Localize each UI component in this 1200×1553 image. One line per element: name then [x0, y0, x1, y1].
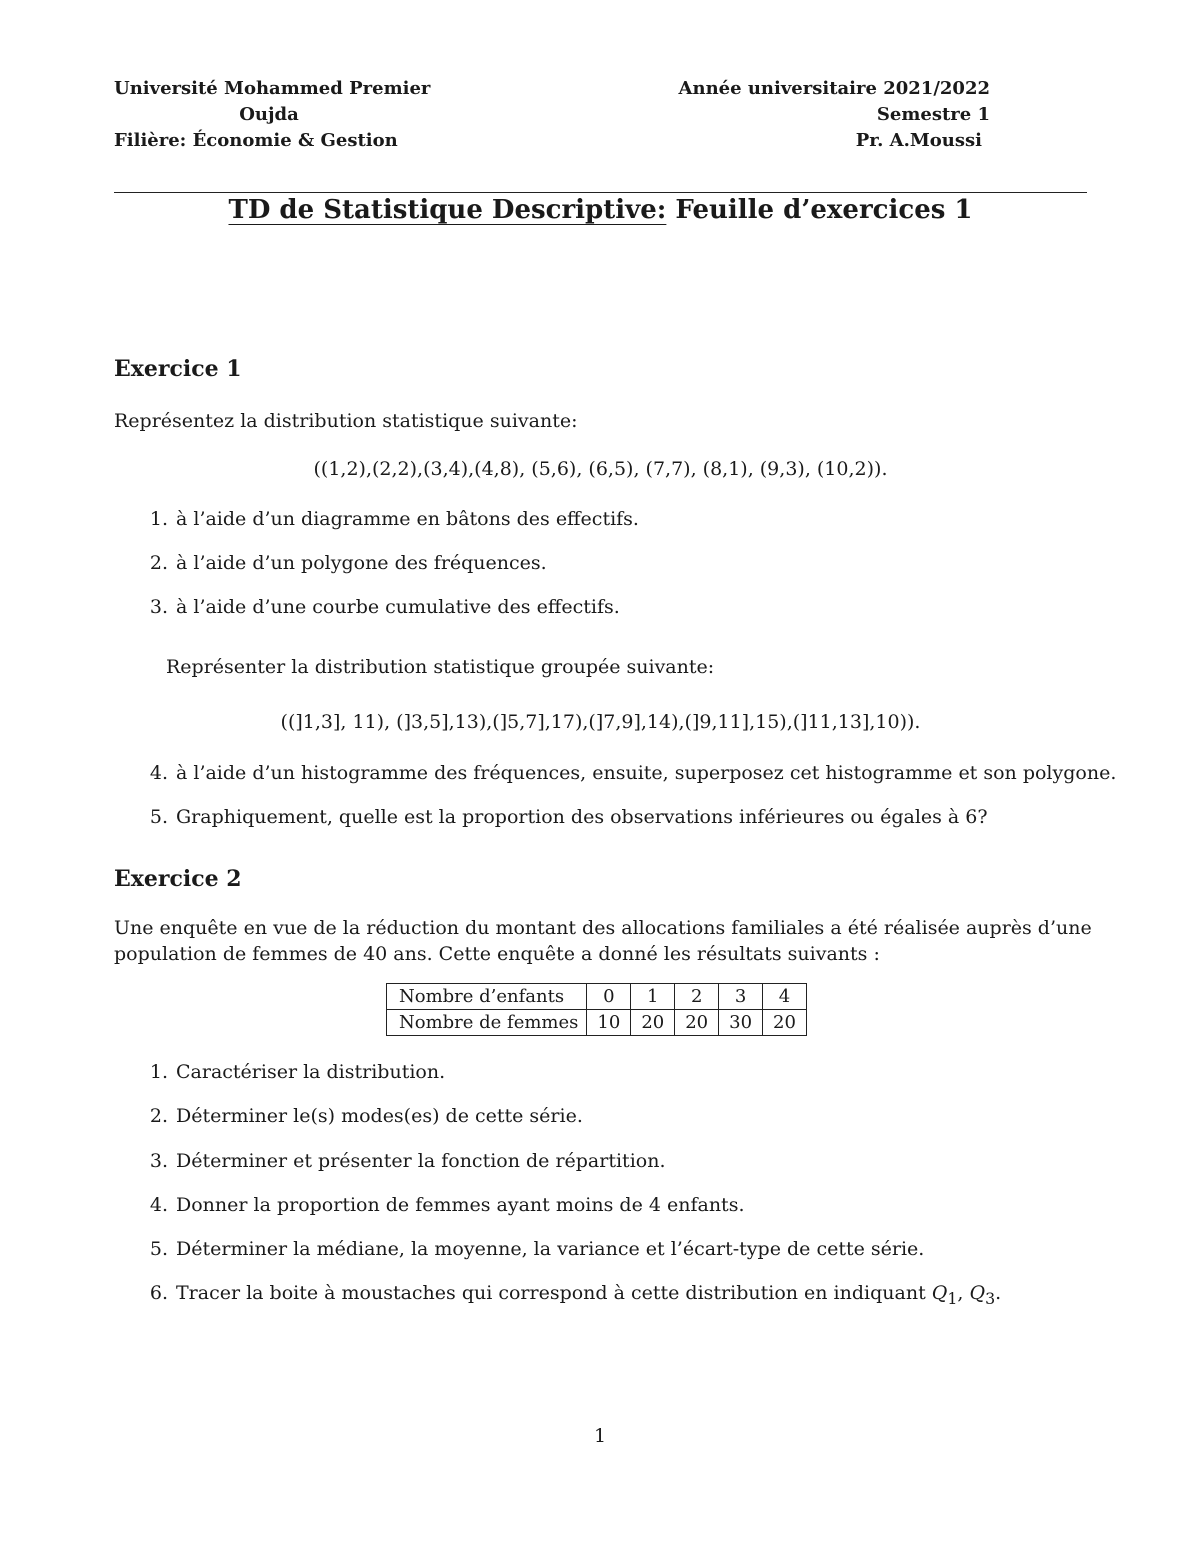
row-header: Nombre de femmes [387, 1010, 587, 1036]
table-cell: 3 [719, 984, 763, 1010]
semester: Semestre 1 [876, 104, 990, 125]
table-cell: 10 [587, 1010, 631, 1036]
table-cell: 20 [631, 1010, 675, 1036]
q3-subscript: 3 [985, 1288, 996, 1308]
professor: Pr. A.Moussi [855, 130, 982, 151]
table-cell: 1 [631, 984, 675, 1010]
list-item: 6. Tracer la boite à moustaches qui correspond à cette distribution en indiquant $Q_1$, $Q_3$. [149, 1282, 1002, 1308]
list-item: 2. à l’aide d’un polygone des fréquences. [149, 552, 547, 574]
university-name: Université Mohammed Premier [114, 78, 431, 99]
table-cell: 2 [675, 984, 719, 1010]
table-row [387, 984, 807, 1010]
city: Oujda [239, 104, 299, 125]
header-right [660, 76, 990, 154]
header-left [114, 76, 444, 154]
exercise-1-intro-2: Représenter la distribution statistique groupée suivante: [166, 656, 715, 678]
list-item: 2. Déterminer le(s) modes(es) de cette série. [149, 1105, 583, 1127]
table-row [387, 1010, 807, 1036]
list-item: 1. à l’aide d’un diagramme en bâtons des effectifs. [149, 508, 639, 530]
data-table [386, 983, 807, 1036]
row-header: Nombre d’enfants [387, 984, 587, 1010]
exercise-2-heading: Exercice 2 [114, 866, 242, 892]
q1-subscript: 1 [947, 1288, 958, 1308]
table-cell: 30 [719, 1010, 763, 1036]
list-item: 4. Donner la proportion de femmes ayant moins de 4 enfants. [149, 1194, 745, 1216]
title-rest: Feuille d’exercices 1 [666, 195, 973, 225]
list-item: 5. Déterminer la médiane, la moyenne, la variance et l’écart-type de cette série. [149, 1238, 925, 1260]
q3-symbol: Q [969, 1282, 986, 1304]
header-rule [114, 192, 1087, 193]
table-cell: 0 [587, 984, 631, 1010]
list-item: 1. Caractériser la distribution. [149, 1061, 446, 1083]
filiere: Filière: Économie & Gestion [114, 130, 398, 151]
exercise-1-data: ((1,2),(2,2),(3,4),(4,8), (5,6), (6,5), (7,7), (8,1), (9,3), (10,2)). [313, 458, 888, 480]
academic-year: Année universitaire 2021/2022 [678, 78, 990, 99]
exercise-2-paragraph: Une enquête en vue de la réduction du montant des allocations familiales a été réalisée auprès d’une population de femmes de 40 ans. Cette enquête a donné les résultats suivants : [114, 917, 1092, 965]
table-cell: 20 [763, 1010, 807, 1036]
list-item: 5. Graphiquement, quelle est la proportion des observations inférieures ou égales à 6? [149, 806, 988, 828]
exercise-1-heading: Exercice 1 [114, 356, 242, 382]
q1-symbol: Q [931, 1282, 948, 1304]
list-item: 3. Déterminer et présenter la fonction de répartition. [149, 1150, 666, 1172]
page-title [114, 195, 1087, 225]
page-number: 1 [593, 1425, 607, 1447]
table-cell: 4 [763, 984, 807, 1010]
table-cell: 20 [675, 1010, 719, 1036]
title-underlined: TD de Statistique Descriptive: [228, 195, 667, 225]
exercise-1-grouped-data: ((]1,3], 11), (]3,5],13),(]5,7],17),(]7,9],14),(]9,11],15),(]11,13],10)). [280, 711, 921, 733]
list-item: 4. à l’aide d’un histogramme des fréquences, ensuite, superposez cet histogramme et son polygone. [149, 762, 1117, 784]
exercise-1-intro: Représentez la distribution statistique suivante: [114, 410, 578, 432]
list-item: 3. à l’aide d’une courbe cumulative des effectifs. [149, 596, 620, 618]
